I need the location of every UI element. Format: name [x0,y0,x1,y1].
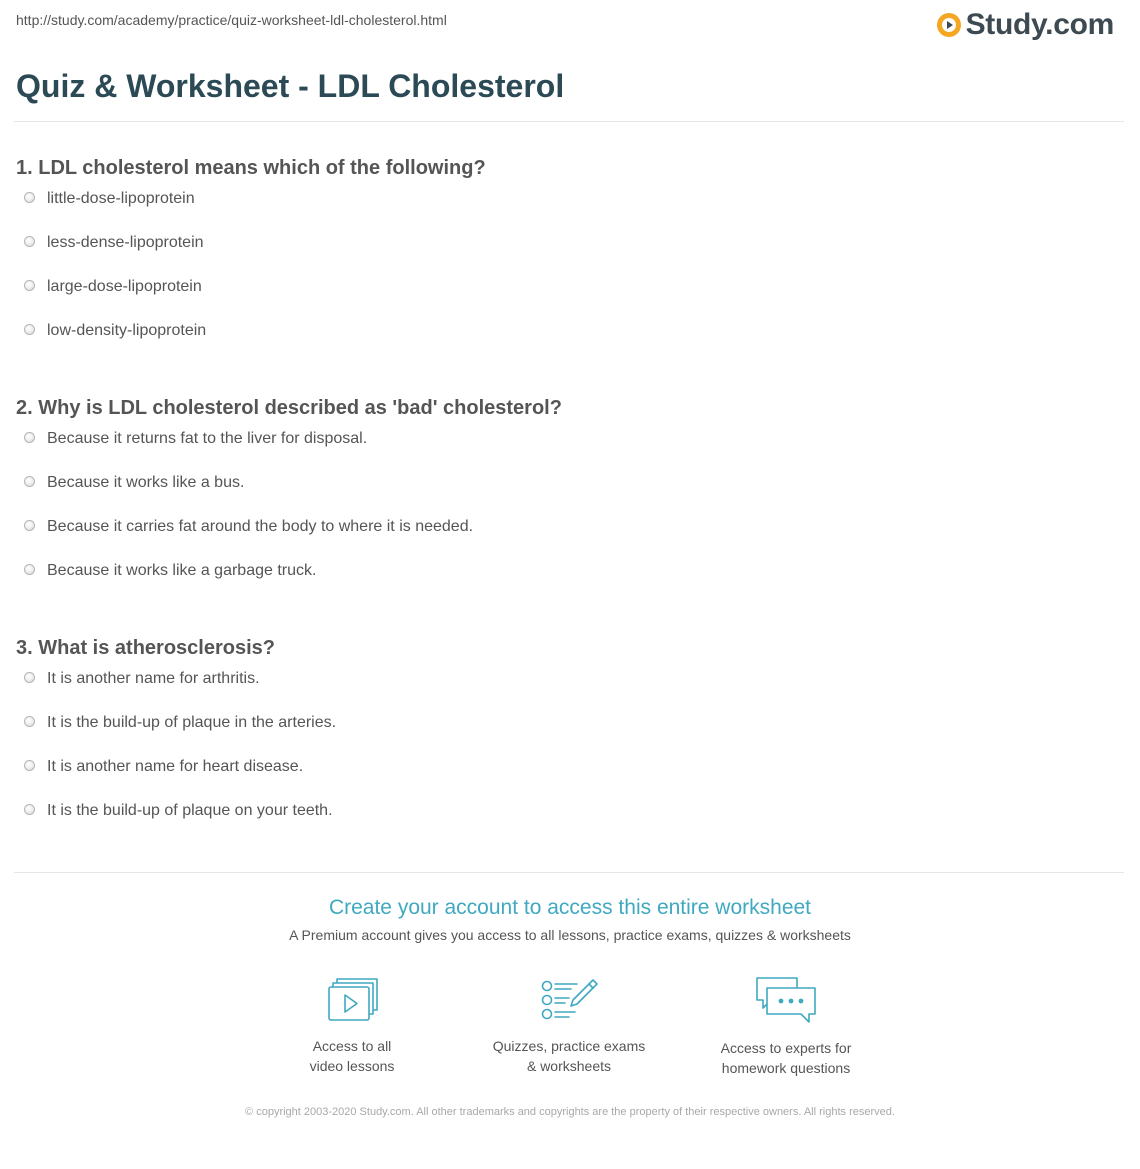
answer-label: It is the build-up of plaque on your teeth. [47,802,333,819]
answer-label: Because it works like a garbage truck. [47,562,317,579]
answer-option[interactable] [16,189,206,233]
radio-button-icon[interactable] [24,672,35,683]
chat-bubbles-icon [753,974,819,1026]
radio-button-icon[interactable] [24,324,35,335]
question-title: 2. Why is LDL cholesterol described as 'bad' cholesterol? [16,397,562,419]
feature-video-lessons [252,974,452,1076]
question-3 [16,635,1116,819]
answer-label: It is the build-up of plaque in the arteries. [47,714,337,731]
answer-options [16,669,336,845]
feature-label-line: Access to experts for [720,1040,852,1056]
logo-text: Study.com [965,8,1114,41]
radio-button-icon[interactable] [24,432,35,443]
answer-option[interactable] [16,561,473,605]
answer-option[interactable] [16,473,473,517]
radio-button-icon[interactable] [24,192,35,203]
copyright-footer: © copyright 2003-2020 Study.com. All other trademarks and copyrights are the property of their respective owners. All rights reserved. [245,1106,895,1118]
answer-option[interactable] [16,713,336,757]
answer-option[interactable] [16,233,206,277]
answer-option[interactable] [16,277,206,321]
answer-options [16,429,473,605]
radio-button-icon[interactable] [24,760,35,771]
feature-label-line: video lessons [309,1058,395,1074]
top-bar [0,0,1140,50]
page-title: Quiz & Worksheet - LDL Cholesterol [16,68,565,104]
question-title: 3. What is atherosclerosis? [16,637,275,659]
answer-label: low-density-lipoprotein [47,322,207,339]
play-circle-icon [936,12,962,38]
feature-label-line: homework questions [721,1060,851,1076]
answer-option[interactable] [16,801,336,845]
divider [14,121,1124,122]
feature-label-line: & worksheets [526,1058,612,1074]
answer-label: It is another name for arthritis. [47,670,260,687]
radio-button-icon[interactable] [24,280,35,291]
radio-button-icon[interactable] [24,564,35,575]
question-2 [16,395,1116,579]
answer-label: less-dense-lipoprotein [47,234,204,251]
quiz-checklist-icon [539,974,599,1024]
question-1 [16,155,1116,339]
radio-button-icon[interactable] [24,804,35,815]
answer-option[interactable] [16,757,336,801]
answer-options [16,189,206,365]
study-logo[interactable] [936,6,1114,44]
video-lessons-icon [324,974,380,1024]
answer-option[interactable] [16,429,473,473]
radio-button-icon[interactable] [24,476,35,487]
radio-button-icon[interactable] [24,716,35,727]
question-title: 1. LDL cholesterol means which of the following? [16,157,486,179]
cta-subtitle: A Premium account gives you access to all lessons, practice exams, quizzes & worksheets [289,927,851,943]
answer-option[interactable] [16,669,336,713]
feature-experts [686,974,886,1078]
cta-title-link[interactable]: Create your account to access this entire worksheet [328,896,812,919]
page-url: http://study.com/academy/practice/quiz-worksheet-ldl-cholesterol.html [16,12,447,28]
answer-label: Because it works like a bus. [47,474,245,491]
answer-label: It is another name for heart disease. [47,758,304,775]
feature-label-line: Quizzes, practice exams [492,1038,646,1054]
feature-label-line: Access to all [312,1038,392,1054]
answer-option[interactable] [16,321,206,365]
answer-label: Because it carries fat around the body to where it is needed. [47,518,474,535]
answer-label: Because it returns fat to the liver for disposal. [47,430,368,447]
answer-option[interactable] [16,517,473,561]
signup-cta [0,894,1140,944]
radio-button-icon[interactable] [24,236,35,247]
answer-label: little-dose-lipoprotein [47,190,195,207]
divider [14,872,1124,873]
radio-button-icon[interactable] [24,520,35,531]
answer-label: large-dose-lipoprotein [47,278,202,295]
feature-quizzes [469,974,669,1076]
